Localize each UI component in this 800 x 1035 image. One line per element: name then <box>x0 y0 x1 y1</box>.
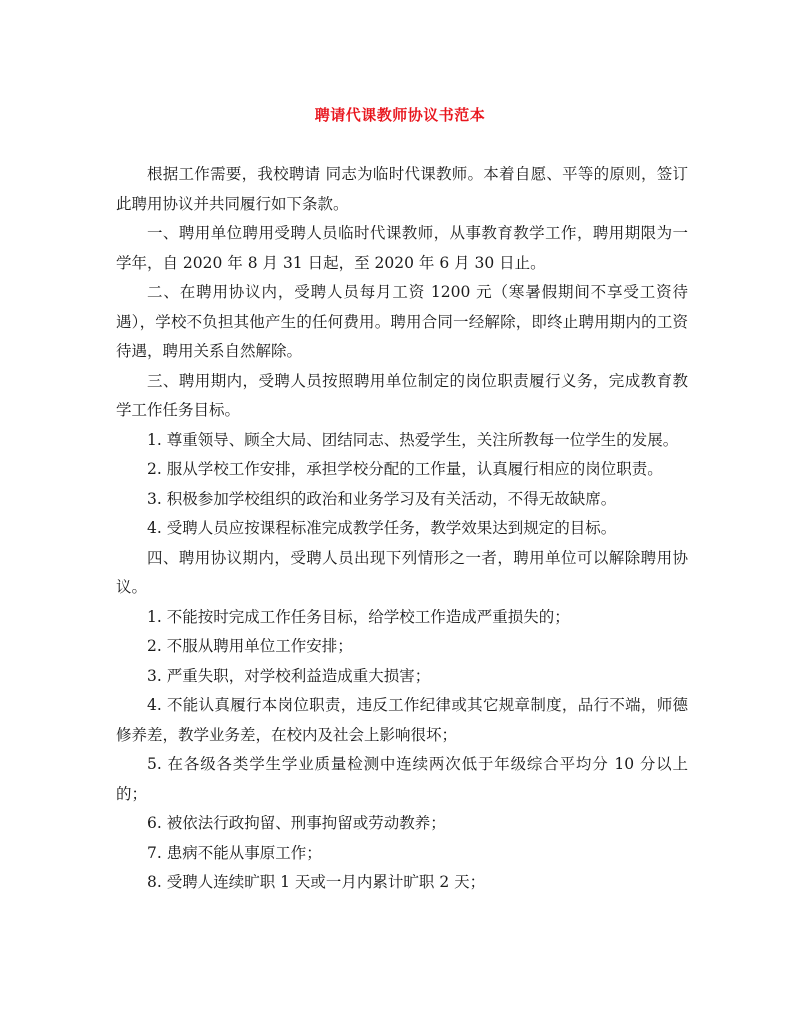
paragraph-clause-3: 三、聘用期内，受聘人员按照聘用单位制定的岗位职责履行义务，完成教育教学工作任务目标。 <box>116 371 688 419</box>
paragraph-intro: 根据工作需要，我校聘请 同志为临时代课教师。本着自愿、平等的原则，签订此聘用协议并共同履行如下条款。 <box>116 165 688 213</box>
list-item-3-3: 3. 积极参加学校组织的政治和业务学习及有关活动，不得无故缺席。 <box>147 489 617 508</box>
paragraph-clause-1: 一、聘用单位聘用受聘人员临时代课教师，从事教育教学工作，聘用期限为一学年，自 2020 年 8 月 31 日起，至 2020 年 6 月 30 日止。 <box>116 224 688 272</box>
document-body <box>116 160 688 898</box>
paragraph-clause-4: 四、聘用协议期内，受聘人员出现下列情形之一者，聘用单位可以解除聘用协议。 <box>116 548 688 596</box>
list-item-4-8: 8. 受聘人连续旷职 1 天或一月内累计旷职 2 天； <box>147 873 486 891</box>
list-item-4-7: 7. 患病不能从事原工作； <box>147 843 322 862</box>
list-item-3-2: 2. 服从学校工作安排，承担学校分配的工作量，认真履行相应的岗位职责。 <box>147 460 663 478</box>
list-item-4-2: 2. 不服从聘用单位工作安排； <box>147 637 353 655</box>
list-item-4-4: 4. 不能认真履行本岗位职责，违反工作纪律或其它规章制度，品行不端，师德修养差，教学业务差，在校内及社会上影响很坏； <box>116 696 688 744</box>
list-item-3-4: 4. 受聘人员应按课程标准完成教学任务，教学效果达到规定的目标。 <box>147 519 617 537</box>
document-title: 聘请代课教师协议书范本 <box>314 106 486 124</box>
list-item-3-1: 1. 尊重领导、顾全大局、团结同志、热爱学生，关注所教每一位学生的发展。 <box>147 430 679 449</box>
paragraph-clause-2: 二、在聘用协议内，受聘人员每月工资 1200 元（寒暑假期间不享受工资待遇），学校不负担其他产生的任何费用。聘用合同一经解除，即终止聘用期内的工资待遇，聘用关系自然解除。 <box>116 283 688 360</box>
list-item-4-3: 3. 严重失职，对学校利益造成重大损害； <box>147 666 431 685</box>
list-item-4-5: 5. 在各级各类学生学业质量检测中连续两次低于年级综合平均分 10 分以上的； <box>116 755 688 803</box>
list-item-4-1: 1. 不能按时完成工作任务目标，给学校工作造成严重损失的； <box>147 607 570 626</box>
list-item-4-6: 6. 被依法行政拘留、刑事拘留或劳动教养； <box>147 814 446 832</box>
